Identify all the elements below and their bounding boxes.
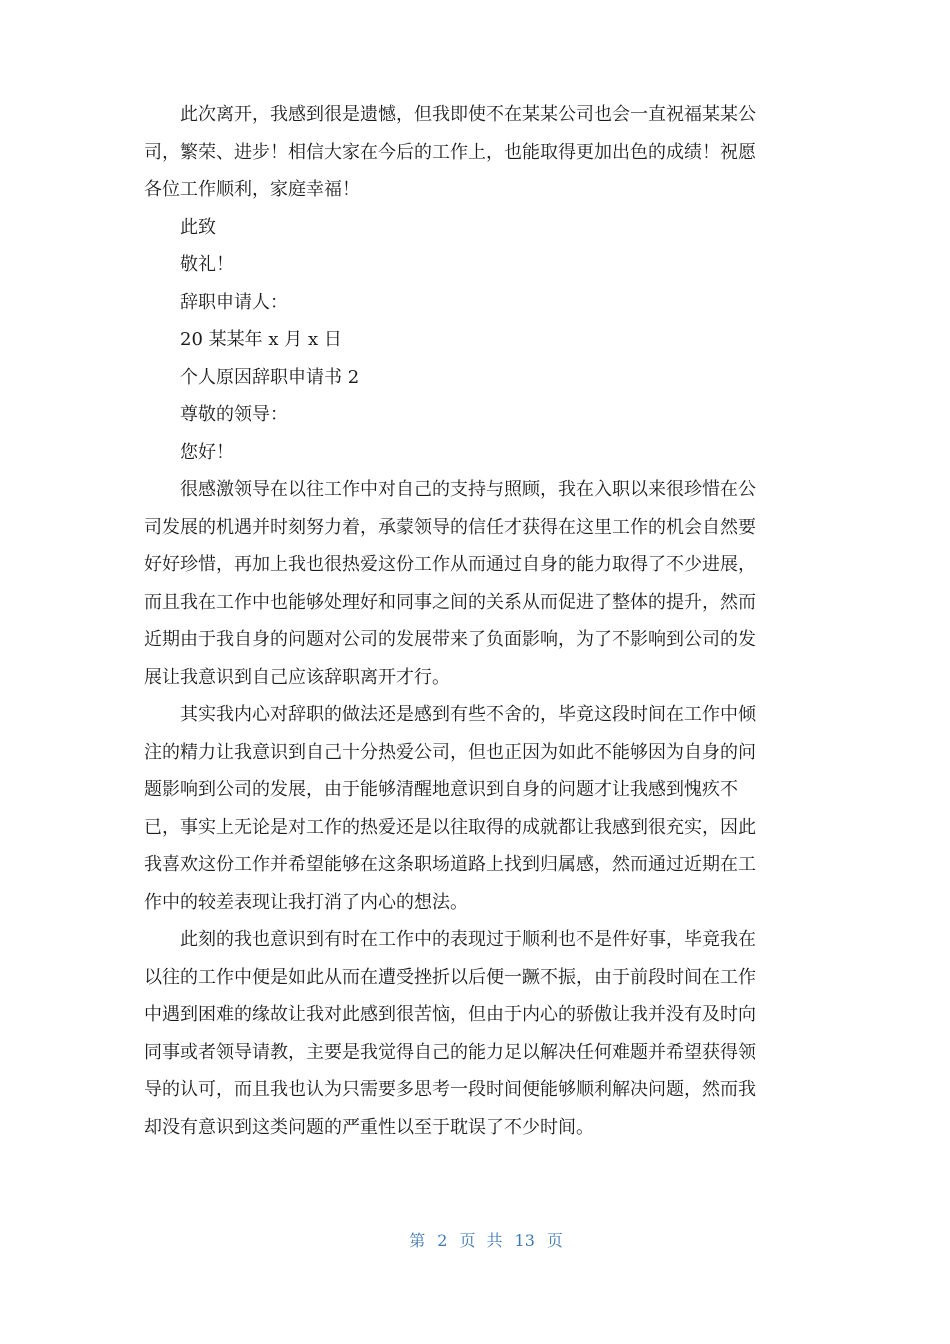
text-line: 尊敬的领导： bbox=[180, 404, 288, 425]
text-line: 其实我内心对辞职的做法还是感到有些不舍的，毕竟这段时间在工作中倾 bbox=[180, 704, 756, 725]
paragraph bbox=[144, 321, 800, 359]
text-line: 注的精力让我意识到自己十分热爱公司，但也正因为如此不能够因为自身的问 bbox=[144, 741, 756, 763]
text-line: 同事或者领导请教，主要是我觉得自己的能力足以解决任何难题并希望获得领 bbox=[144, 1041, 756, 1063]
text-line: 展让我意识到自己应该辞职离开才行。 bbox=[144, 666, 450, 688]
text-line: 我喜欢这份工作并希望能够在这条职场道路上找到归属感，然而通过近期在工 bbox=[144, 854, 756, 875]
paragraph bbox=[144, 921, 800, 1146]
text-line: 司，繁荣、进步！相信大家在今后的工作上，也能取得更加出色的成绩！祝愿 bbox=[144, 141, 756, 163]
text-line: 此次离开，我感到很是遗憾，但我即使不在某某公司也会一直祝福某某公 bbox=[180, 104, 756, 125]
text-line: 好好珍惜，再加上我也很热爱这份工作从而通过自身的能力取得了不少进展， bbox=[144, 554, 756, 575]
text-line: 20 某某年 x 月 x 日 bbox=[180, 329, 342, 350]
paragraph bbox=[144, 471, 800, 696]
footer-total-pages: 13 bbox=[514, 1231, 535, 1250]
paragraph bbox=[144, 696, 800, 921]
footer-prefix: 第 bbox=[409, 1231, 426, 1250]
text-line: 个人原因辞职申请书 2 bbox=[180, 366, 360, 388]
text-line: 敬礼！ bbox=[180, 254, 234, 275]
text-line: 各位工作顺利，家庭幸福！ bbox=[144, 179, 360, 200]
paragraph bbox=[144, 434, 800, 472]
text-line: 中遇到困难的缘故让我对此感到很苦恼，但由于内心的骄傲让我并没有及时向 bbox=[144, 1004, 756, 1025]
section-heading bbox=[144, 359, 800, 397]
text-line: 以往的工作中便是如此从而在遭受挫折以后便一蹶不振，由于前段时间在工作 bbox=[144, 966, 756, 988]
paragraph bbox=[144, 396, 800, 434]
text-line: 司发展的机遇并时刻努力着，承蒙领导的信任才获得在这里工作的机会自然要 bbox=[144, 516, 756, 538]
footer-middle: 页 共 bbox=[459, 1231, 503, 1250]
text-line: 题影响到公司的发展，由于能够清醒地意识到自身的问题才让我感到愧疚不 bbox=[144, 779, 738, 800]
paragraph bbox=[144, 246, 800, 284]
text-line: 已，事实上无论是对工作的热爱还是以往取得的成就都让我感到很充实，因此 bbox=[144, 816, 756, 838]
text-line: 而且我在工作中也能够处理好和同事之间的关系从而促进了整体的提升，然而 bbox=[144, 591, 756, 613]
page-footer bbox=[0, 1209, 950, 1251]
text-line: 近期由于我自身的问题对公司的发展带来了负面影响，为了不影响到公司的发 bbox=[144, 629, 756, 650]
footer-suffix: 页 bbox=[546, 1231, 563, 1250]
text-line: 此致 bbox=[180, 216, 216, 238]
paragraph bbox=[144, 96, 800, 209]
text-line: 作中的较差表现让我打消了内心的想法。 bbox=[144, 891, 468, 913]
text-line: 很感激领导在以往工作中对自己的支持与照顾，我在入职以来很珍惜在公 bbox=[180, 479, 756, 500]
paragraph bbox=[144, 284, 800, 322]
paragraph bbox=[144, 209, 800, 247]
text-line: 辞职申请人： bbox=[180, 291, 288, 313]
text-line: 您好！ bbox=[180, 441, 234, 463]
document-body bbox=[144, 96, 800, 1146]
text-line: 此刻的我也意识到有时在工作中的表现过于顺利也不是件好事，毕竟我在 bbox=[180, 929, 756, 950]
footer-page-number: 2 bbox=[437, 1231, 448, 1250]
text-line: 却没有意识到这类问题的严重性以至于耽误了不少时间。 bbox=[144, 1116, 594, 1138]
text-line: 导的认可，而且我也认为只需要多思考一段时间便能够顺利解决问题，然而我 bbox=[144, 1079, 756, 1100]
